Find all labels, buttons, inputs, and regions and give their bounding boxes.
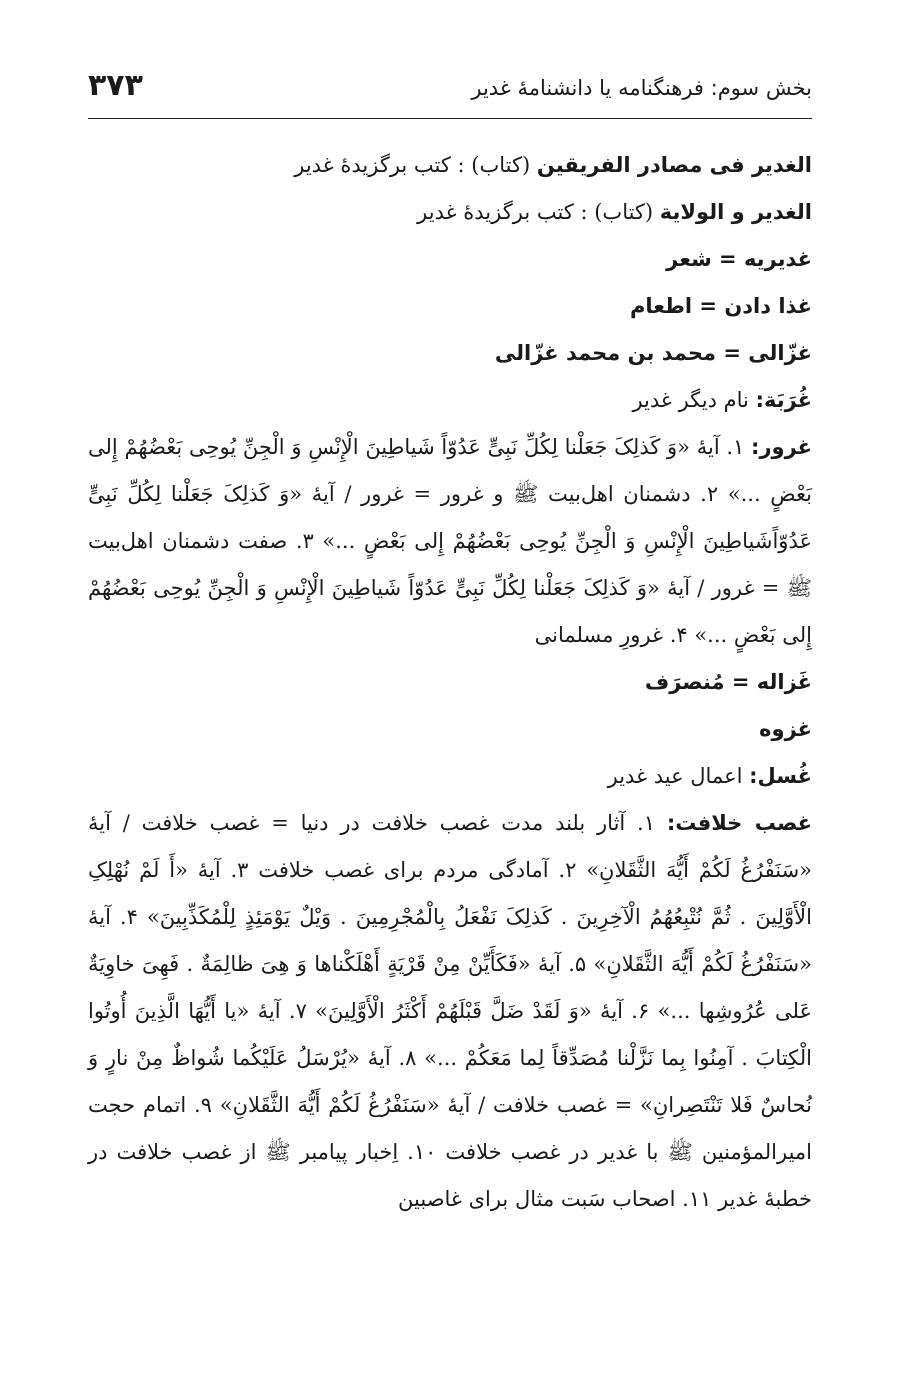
entry-term: غَزاله = مُنصرَف xyxy=(644,670,812,694)
entry-ghosl xyxy=(88,753,812,800)
entry-ghorur xyxy=(88,424,812,659)
entry-term: غصب خلافت: xyxy=(666,811,812,835)
entry-definition: (کتاب) : کتب برگزیدهٔ غدیر xyxy=(294,153,537,177)
entry-ghazveh xyxy=(88,706,812,753)
page-header xyxy=(88,68,812,119)
entry-term: غزوه xyxy=(759,717,812,741)
entry-ghorabeh xyxy=(88,377,812,424)
entry-term: غدیریه = شعر xyxy=(666,247,812,271)
entry-ghadir-wal-velaya xyxy=(88,189,812,236)
entry-term: الغدیر و الولایة xyxy=(659,200,812,224)
entry-ghasb-khelafat xyxy=(88,800,812,1223)
entry-definition: اعمال عید غدیر xyxy=(607,764,750,788)
entry-ghazaleh xyxy=(88,659,812,706)
page-number: ۳۷۳ xyxy=(88,68,143,103)
entry-term: غُسل: xyxy=(749,764,812,788)
entry-definition: ۱. آیهٔ «وَ کَذلِکَ جَعَلْنا لِکُلِّ نَبِیٍّ عَدُوّاً شَیاطِینَ الْإِنْسِ وَ الْجِنِّ یُوحِی بَعْضُهُمْ إِلی بَعْضٍ ...» ۲. دشمنان اهل‌بیت ﷺ و غرور = غرور / آیهٔ «وَ کَذلِکَ جَعَلْنا لِکُلِّ نَبِیٍّ عَدُوّاًشَیاطِینَ الْإِنْسِ وَ الْجِنِّ یُوحِی بَعْضُهُمْ إِلی بَعْضٍ ...» ۳. صفت دشمنان اهل‌بیت ﷺ = غرور / آیهٔ «وَ کَذلِکَ جَعَلْنا لِکُلِّ نَبِیٍّ عَدُوّاً شَیاطِینَ الْإِنْسِ وَ الْجِنِّ یُوحِی بَعْضُهُمْ إِلی بَعْضٍ ...» ۴. غرورِ مسلمانی xyxy=(88,435,812,647)
entry-term: الغدیر فی مصادر الفریقین xyxy=(536,153,812,177)
entry-ghazzali xyxy=(88,330,812,377)
entry-term: غُرَبَة: xyxy=(755,388,812,412)
running-title: بخش سوم: فرهنگنامه یا دانشنامهٔ غدیر xyxy=(471,76,812,100)
entry-ghaza-dadan xyxy=(88,283,812,330)
entry-ghadiriyeh xyxy=(88,236,812,283)
entry-term: غذا دادن = اطعام xyxy=(630,294,812,318)
entry-ghadir-fi-masadir xyxy=(88,142,812,189)
entry-definition: نام دیگر غدیر xyxy=(632,388,756,412)
entry-term: غرور: xyxy=(751,435,812,459)
dictionary-entries xyxy=(88,142,812,1223)
entry-term: غزّالی = محمد بن محمد غزّالی xyxy=(494,341,812,365)
entry-definition: (کتاب) : کتب برگزیدهٔ غدیر xyxy=(417,200,660,224)
entry-definition: ۱. آثار بلند مدت غصب خلافت در دنیا = غصب خلافت / آیهٔ «سَنَفْرُغُ لَکُمْ أَیُّهَ الثَّقَلانِ» ۲. آمادگی مردم برای غصب خلافت ۳. آیهٔ «أَ لَمْ نُهْلِکِ الْأَوَّلِینَ . ثُمَّ نُتْبِعُهُمُ الْآخِرِینَ . کَذلِکَ نَفْعَلُ بِالْمُجْرِمِینَ . وَیْلٌ یَوْمَئِذٍ لِلْمُکَذِّبِینَ» ۴. آیهٔ «سَنَفْرُغُ لَکُمْ أَیُّهَ الثَّقَلانِ» ۵. آیهٔ «فَکَأَیِّنْ مِنْ قَرْیَةٍ أَهْلَکْناها وَ هِیَ ظالِمَةٌ . فَهِیَ خاوِیَةٌ عَلی عُرُوشِها ...» ۶. آیهٔ «وَ لَقَدْ ضَلَّ قَبْلَهُمْ أَکْثَرُ الْأَوَّلِینَ» ۷. آیهٔ «یا أَیُّهَا الَّذِینَ أُوتُوا الْکِتابَ . آمِنُوا بِما نَزَّلْنا مُصَدِّقاً لِما مَعَکُمْ ...» ۸. آیهٔ «یُرْسَلُ عَلَیْکُما شُواظٌ مِنْ نارٍ وَ نُحاسٌ فَلا تَنْتَصِرانِ» = غصب خلافت / آیهٔ «سَنَفْرُغُ لَکُمْ أَیُّهَ الثَّقَلانِ» ۹. اتمام حجت امیرالمؤمنین ﷺ با غدیر در غصب خلافت ۱۰. اِخبار پیامبر ﷺ از غصب خلافت در خطبهٔ غدیر ۱۱. اصحاب سَبت مثال برای غاصبین xyxy=(88,811,813,1211)
